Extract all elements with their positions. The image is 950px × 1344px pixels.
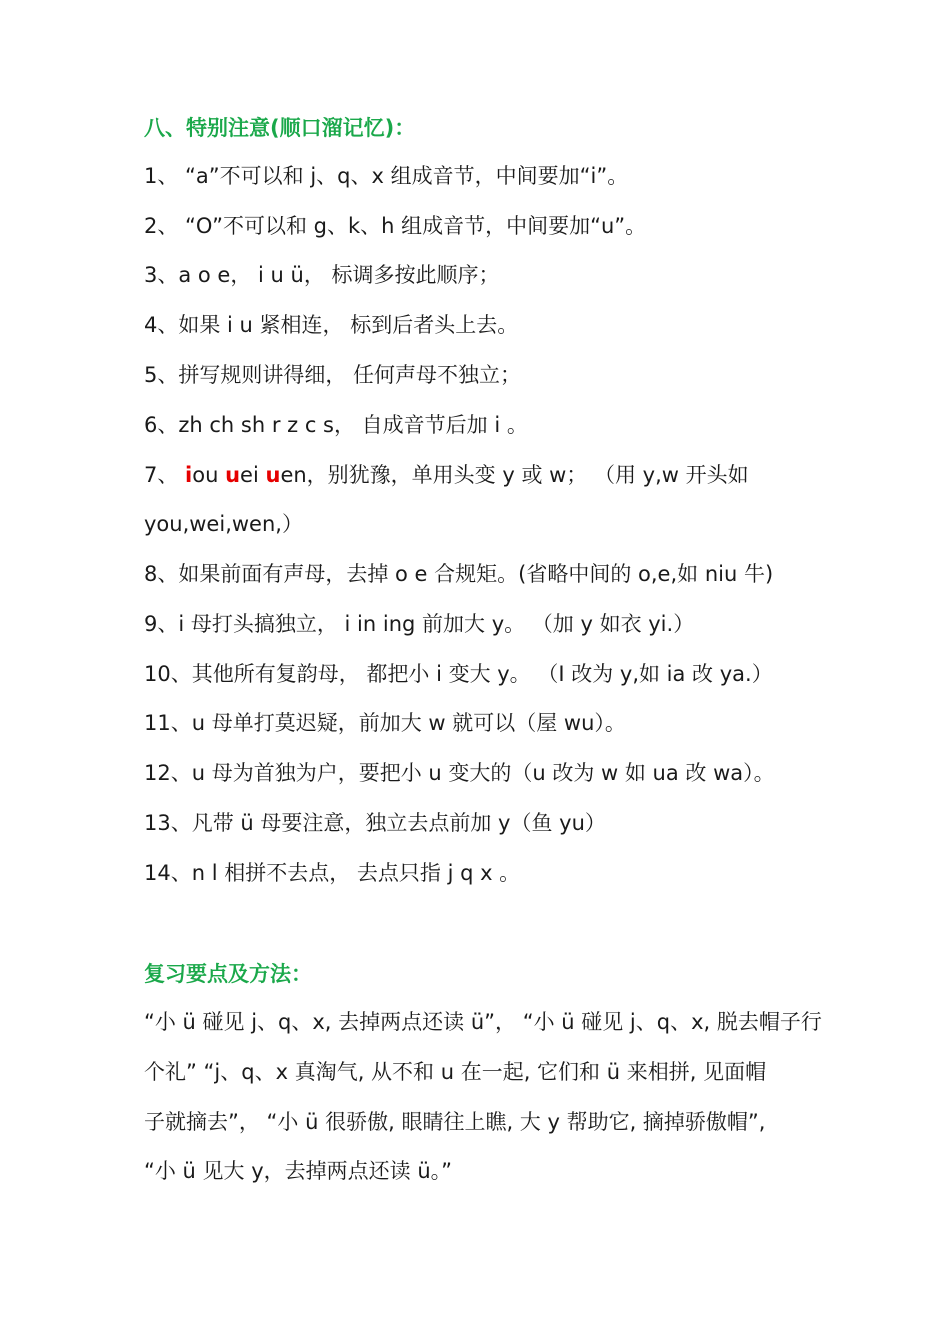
- rule-12: 12、u 母为首独为户，要把小 u 变大的（u 改为 w 如 ua 改 wa）。: [144, 761, 775, 785]
- highlight-u: u: [225, 463, 241, 487]
- rule-7-continuation: you,wei,wen,）: [144, 512, 303, 536]
- rule-13: 13、凡带 ü 母要注意，独立去点前加 y（鱼 yu）: [144, 811, 606, 835]
- highlight-i: i: [185, 463, 193, 487]
- rule-4: 4、如果 i u 紧相连， 标到后者头上去。: [144, 313, 519, 337]
- rule-7-text-3: en，别犹豫，单用头变 y 或 w； （用 y,w 开头如: [280, 463, 749, 487]
- rule-2: 2、 “O”不可以和 g、k、h 组成音节，中间要加“u”。: [144, 214, 647, 238]
- rule-9: 9、i 母打头搞独立， i in ing 前加大 y。 （加 y 如衣 yi.）: [144, 612, 695, 636]
- rule-14: 14、n l 相拼不去点， 去点只指 j q x 。: [144, 861, 521, 885]
- rule-7-text-1: ou: [192, 463, 226, 487]
- rule-1: 1、 “a”不可以和 j、q、x 组成音节，中间要加“i”。: [144, 164, 629, 188]
- rule-11: 11、u 母单打莫迟疑，前加大 w 就可以（屋 wu）。: [144, 711, 626, 735]
- highlight-u-2: u: [265, 463, 281, 487]
- rule-10: 10、其他所有复韵母， 都把小 i 变大 y。 （I 改为 y,如 ia 改 ya.）: [144, 662, 773, 686]
- rule-7-text-2: ei: [240, 463, 266, 487]
- review-line-2: 个礼” “j、q、x 真淘气, 从不和 u 在一起, 它们和 ü 来相拼, 见面帽: [144, 1060, 767, 1084]
- rule-7: [144, 461, 749, 489]
- review-line-4: “小 ü 见大 y，去掉两点还读 ü。”: [144, 1159, 453, 1183]
- section-heading-special-notes: 八、特别注意(顺口溜记忆)：: [144, 116, 416, 140]
- review-line-3: 子就摘去”， “小 ü 很骄傲, 眼睛往上瞧, 大 y 帮助它, 摘掉骄傲帽”,: [144, 1110, 766, 1134]
- rule-6: 6、zh ch sh r z c s， 自成音节后加 i 。: [144, 413, 528, 437]
- rule-8: 8、如果前面有声母，去掉 o e 合规矩。(省略中间的 o,e,如 niu 牛): [144, 562, 774, 586]
- rule-7-prefix: 7、: [144, 463, 186, 487]
- section-heading-review: 复习要点及方法：: [144, 962, 312, 986]
- rule-3: 3、a o e， i u ü， 标调多按此顺序；: [144, 263, 500, 287]
- rule-5: 5、拼写规则讲得细， 任何声母不独立；: [144, 363, 522, 387]
- review-line-1: “小 ü 碰见 j、q、x, 去掉两点还读 ü”， “小 ü 碰见 j、q、x, 脱去帽子行: [144, 1010, 822, 1034]
